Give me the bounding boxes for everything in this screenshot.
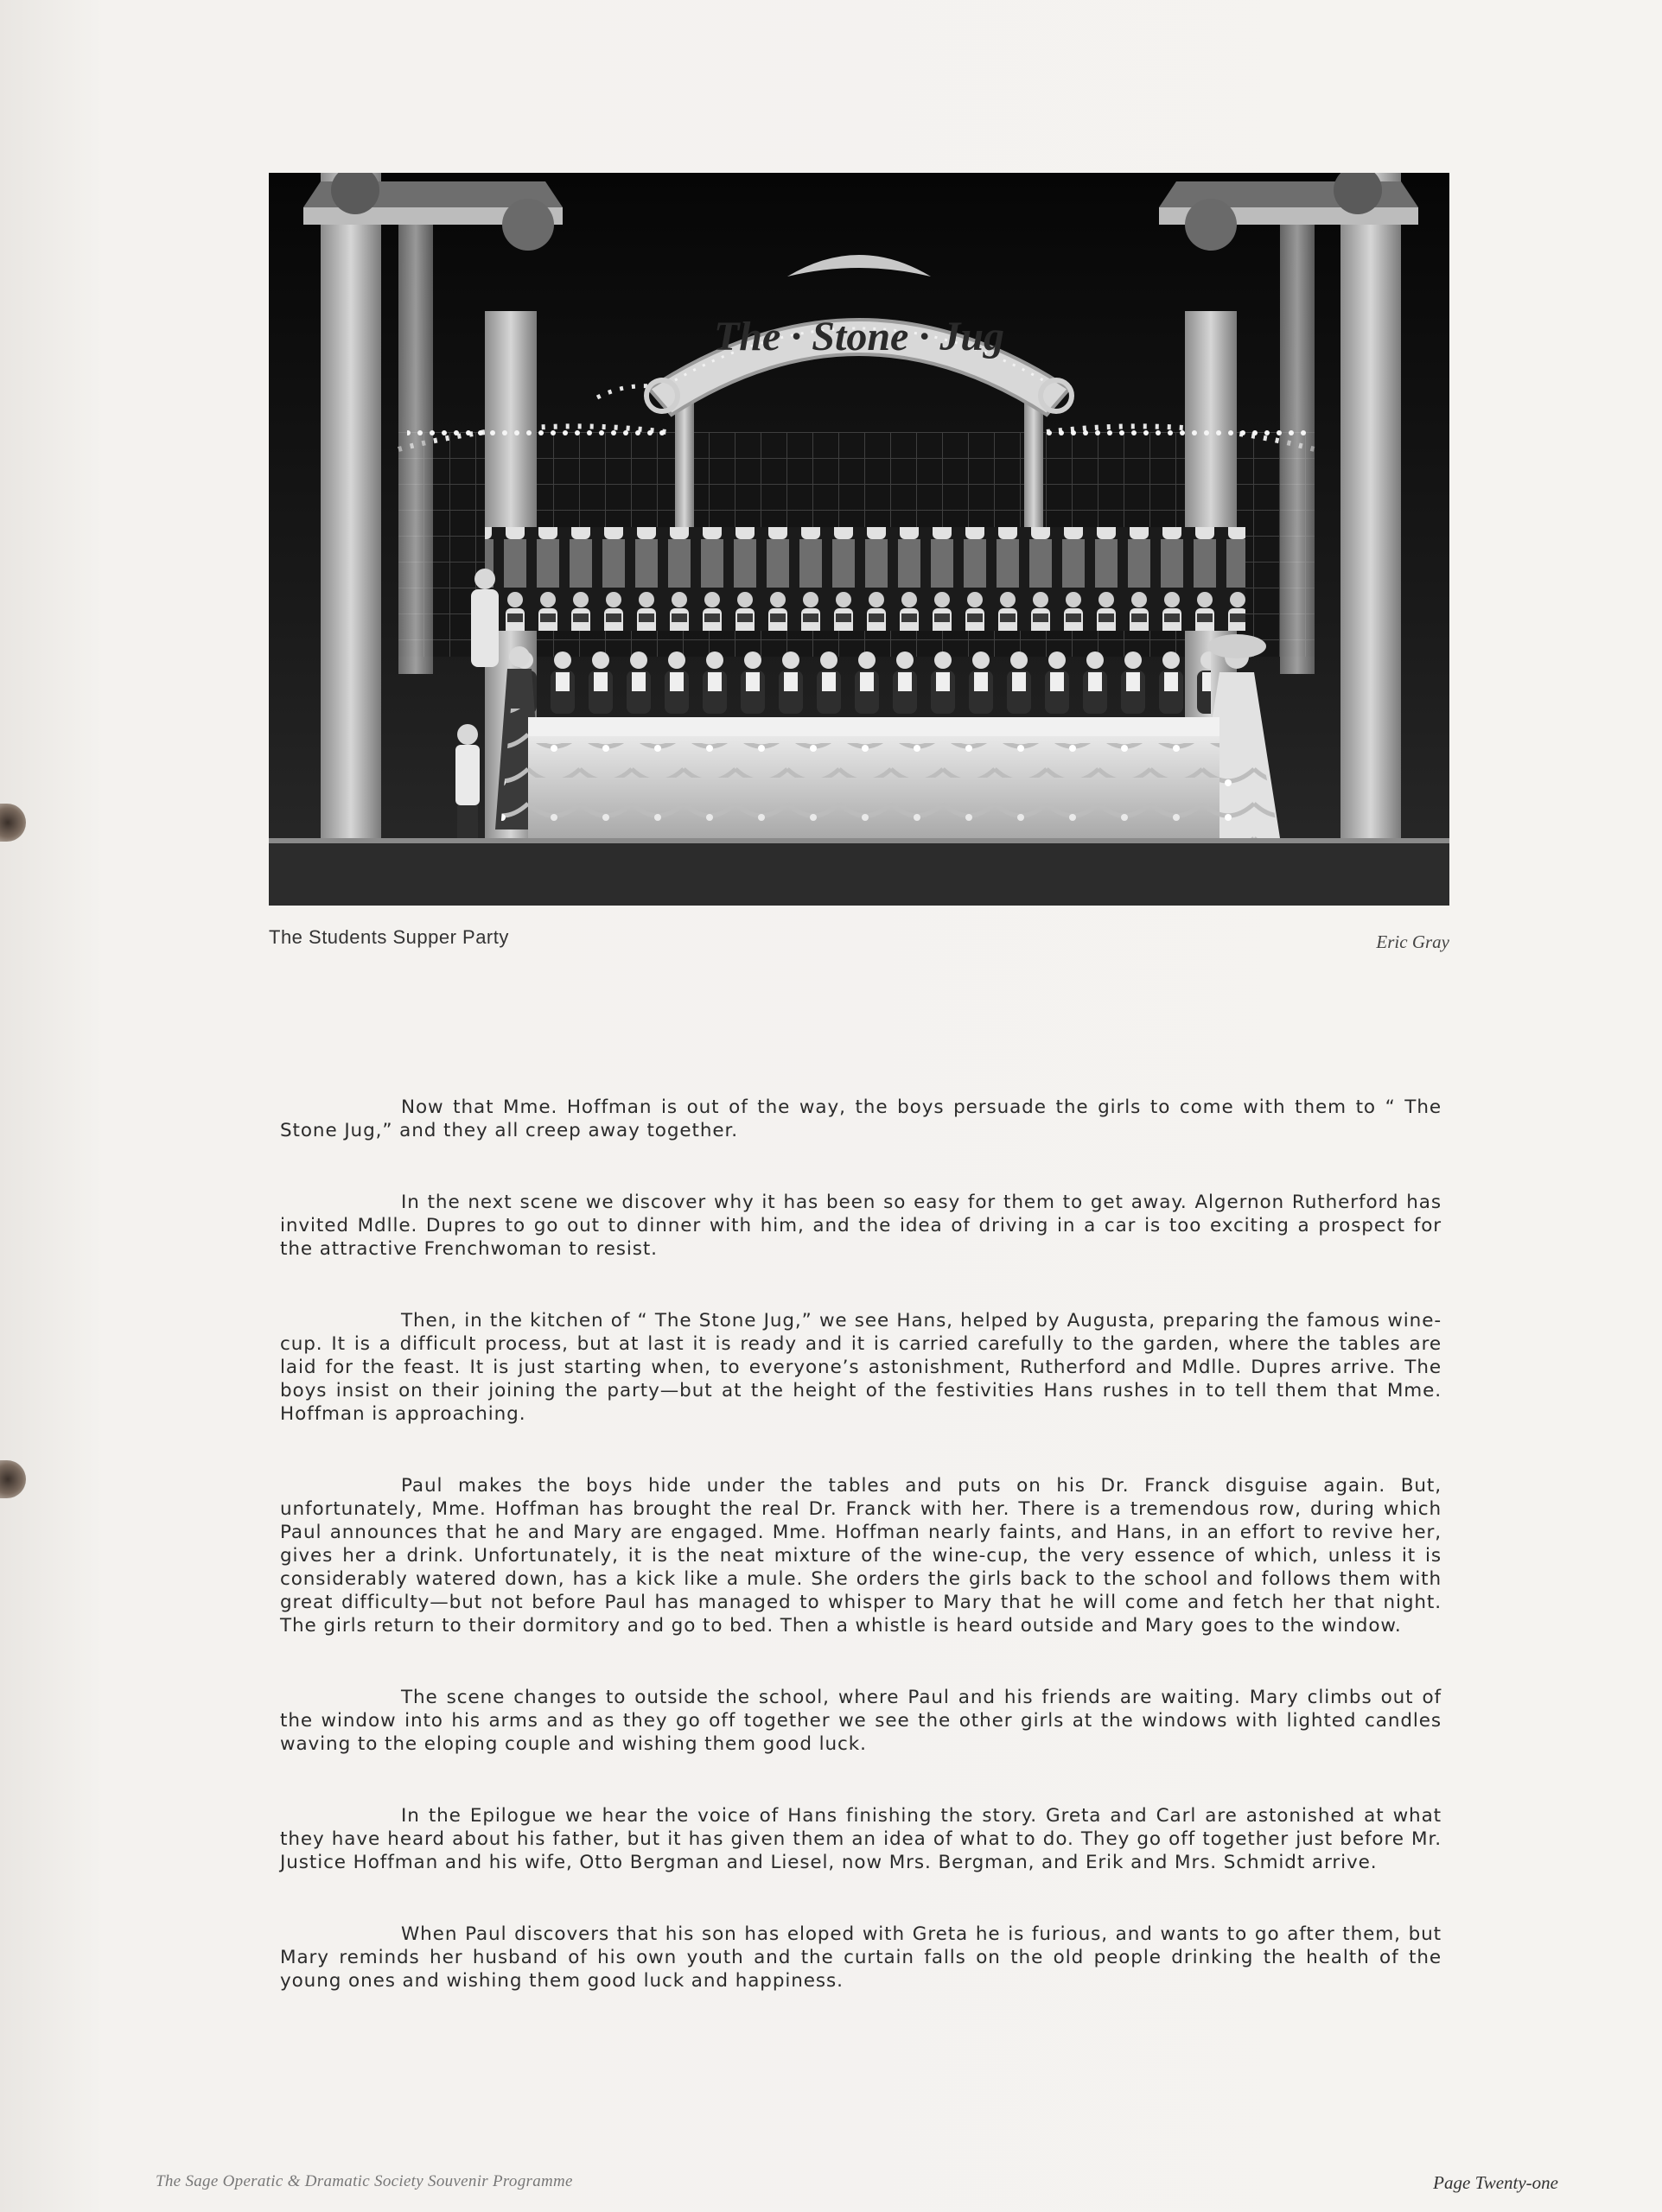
photo-caption: The Students Supper Party [269, 926, 509, 948]
paragraph-3: Then, in the kitchen of “ The Stone Jug,” we see Hans, helped by Augusta, preparing the famous wine-cup. It is a difficult process, but at last it is ready and it is carried carefully to the garden, where the tables are laid for the feast. It is just starting when, to everyone’s astonishment, Rutherford and Mdlle. Dupres arrive. The boys insist on their joining the party—but at the height of the festivities Hans rushes in to tell them that Mme. Hoffman is approaching. [280, 1310, 1442, 1425]
synopsis-text [280, 1096, 1442, 2041]
footer-programme-title: The Sage Operatic & Dramatic Society Souvenir Programme [156, 2172, 573, 2190]
binding-hole [0, 804, 26, 842]
page-number: Page Twenty-one [1433, 2172, 1558, 2193]
paragraph-1: Now that Mme. Hoffman is out of the way, the boys persuade the girls to come with them to “ The Stone Jug,” and they all creep away together. [280, 1096, 1442, 1141]
photo-credit: Eric Gray [1376, 931, 1449, 952]
stage-scene-illustration [269, 173, 1449, 906]
binding-hole [0, 1460, 26, 1498]
paragraph-4: Paul makes the boys hide under the tables and puts on his Dr. Franck disguise again. But, unfortunately, Mme. Hoffman has brought the real Dr. Franck with her. There is a tremendous row, during which Paul announces that he and Mary are engaged. Mme. Hoffman nearly faints, and Hans, in an effort to revive her, gives her a drink. Unfortunately, it is the neat mixture of the wine-cup, the very essence of which, unless it is considerably watered down, has a kick like a mule. She orders the girls back to the school and follows them with great difficulty—but not before Paul has managed to whisper to Mary that he will come and fetch her that night. The girls return to their dormitory and go to bed. Then a whistle is heard outside and Mary goes to the window. [280, 1475, 1442, 1637]
paragraph-2: In the next scene we discover why it has been so easy for them to get away. Algernon Rutherford has invited Mdlle. Dupres to go out to dinner with him, and the idea of driving in a car is too exciting a prospect for the attractive Frenchwoman to resist. [280, 1192, 1442, 1260]
paragraph-6: In the Epilogue we hear the voice of Hans finishing the story. Greta and Carl are astonished at what they have heard about his father, but it has given them an idea of what to do. They go off together just before Mr. Justice Hoffman and his wife, Otto Bergman and Liesel, now Mrs. Bergman, and Erik and Mrs. Schmidt arrive. [280, 1805, 1442, 1873]
stone-jug-sign-text: The · Stone · Jug [713, 314, 1005, 359]
photo-caption-row [269, 926, 1449, 961]
stage-photograph [269, 173, 1449, 906]
paragraph-5: The scene changes to outside the school, where Paul and his friends are waiting. Mary climbs out of the window into his arms and as they go off together we see the other girls at the windows with lighted candles waving to the eloping couple and wishing them good luck. [280, 1687, 1442, 1755]
paragraph-7: When Paul discovers that his son has eloped with Greta he is furious, and wants to go after them, but Mary reminds her husband of his own youth and the curtain falls on the old people drinking the health of the young ones and wishing them good luck and happiness. [280, 1923, 1442, 1992]
